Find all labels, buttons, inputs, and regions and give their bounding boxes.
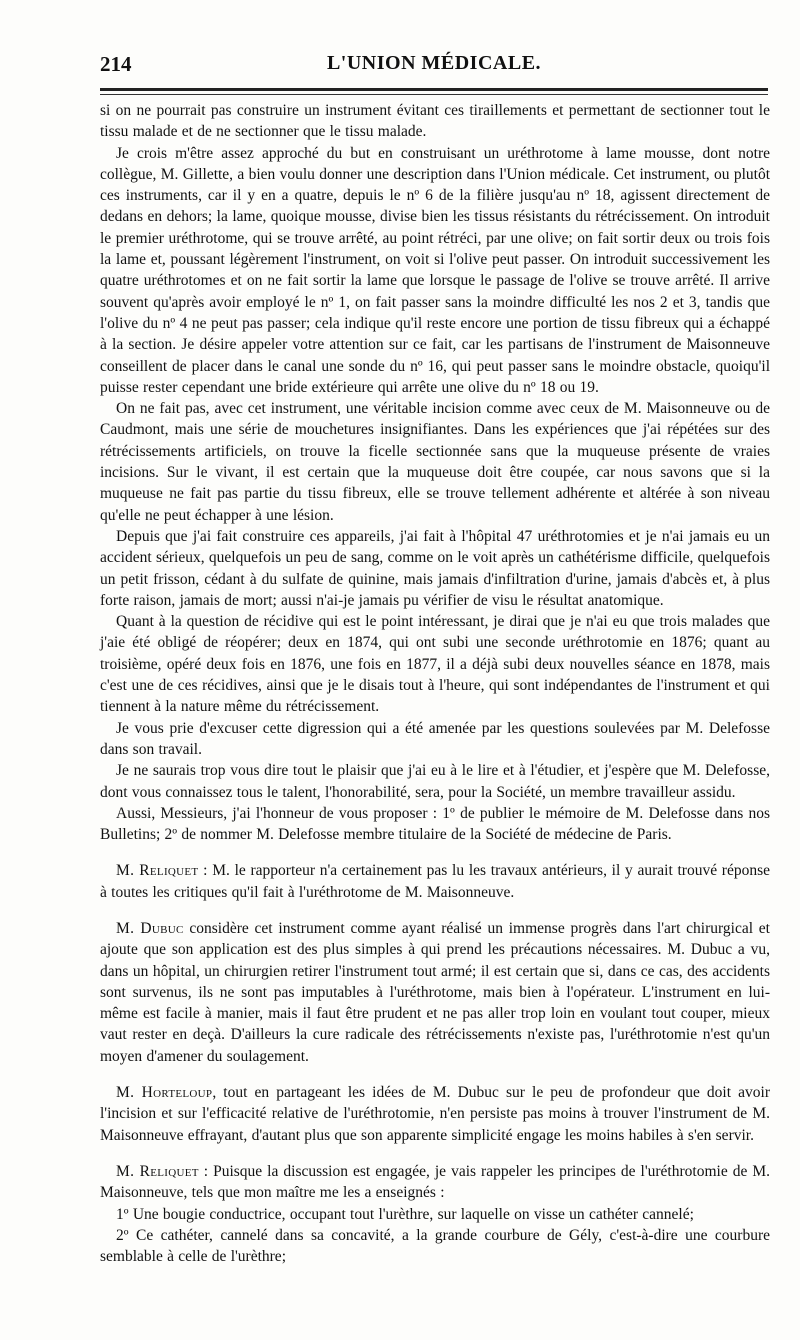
paragraph (100, 526, 770, 611)
paragraph (100, 143, 770, 399)
paragraph-text: : M. le rapporteur n'a certainement pas lu les travaux antérieurs, il y aurait trouvé réponse à toutes les critiques qu'il fait à l'uréthrotome de M. Maisonneuve. (100, 862, 771, 901)
paragraph (100, 718, 770, 761)
paragraph (100, 398, 770, 526)
paragraph (100, 1225, 770, 1268)
paragraph (100, 918, 770, 1067)
speaker-name: M. Reliquet (116, 1162, 199, 1180)
speaker-name: M. Horteloup (116, 1084, 213, 1102)
paragraph (100, 1161, 770, 1204)
paragraph-text: Je ne saurais trop vous dire tout le plaisir que j'ai eu à le lire et à l'étudier, et j'espère que M. Delefosse, dont vous connaissez tous le talent, l'honorabilité, sera, pour la Société, un membre travailleur assidu. (100, 762, 770, 801)
paragraph-text: , tout en partageant les idées de M. Dubuc sur le peu de profondeur que doit avoir l'incision et sur l'efficacité relative de l'uréthrotomie, n'en persiste pas moins à trouver l'instrument de M. Maisonneuve effrayant, d'autant plus que son apparente simplicité engage les moins habiles à s'en servir. (100, 1084, 770, 1144)
page-number: 214 (100, 52, 132, 76)
paragraph-text: si on ne pourrait pas construire un instrument évitant ces tiraillements et permettant de sectionner tout le tissu malade et de ne sectionner que le tissu malade. (100, 102, 770, 141)
paragraph-text: 2º Ce cathéter, cannelé dans sa concavité, a la grande courbure de Gély, c'est-à-dire une courbure semblable à celle de l'urèthre; (100, 1226, 770, 1266)
paragraph (100, 100, 770, 143)
running-title: L'UNION MÉDICALE. (326, 52, 542, 74)
paragraph-text: Je vous prie d'excuser cette digression qui a été amenée par les questions soulevées par M. Delefosse dans son travail. (100, 719, 770, 758)
page-header (100, 52, 768, 86)
paragraph-text: 1º Une bougie conductrice, occupant tout l'urèthre, sur laquelle on visse un cathéter cannelé; (116, 1205, 694, 1223)
speaker-name: M. Dubuc (116, 919, 184, 937)
paragraph (100, 1204, 770, 1225)
paragraph-text: Quant à la question de récidive qui est le point intéressant, je dirai que je n'ai eu que trois malades que j'aie été obligé de réopérer; deux en 1874, qui ont subi une seconde uréthrotomie en 1876; quant au troisième, opéré deux fois en 1876, une fois en 1877, il a déjà subi deux nouvelles séance en 1878, mais c'est une de ces récidives, ainsi que je le disais tout à l'heure, qui sont indépendantes de l'instrument et qui tiennent à la nature même du rétrécissement. (100, 613, 770, 716)
paragraph-text: Aussi, Messieurs, j'ai l'honneur de vous proposer : 1º de publier le mémoire de M. Delefosse dans nos Bulletins; 2º de nommer M. Delefosse membre titulaire de la Société de médecine de Paris. (100, 804, 770, 844)
paragraph-text: On ne fait pas, avec cet instrument, une véritable incision comme avec ceux de M. Maisonneuve ou de Caudmont, mais une série de mouchetures insignifiantes. Dans les expériences que j'ai répétées sur des rétrécissements artificiels, on trouve la ficelle sectionnée sans que la muqueuse présente de vraies incisions. Sur le vivant, il est certain que la muqueuse doit être coupée, car nous savons que si la muqueuse ne fait pas partie du tissu fibreux, elle se trouve tellement adhérente et altérée à son niveau qu'elle ne peut échapper à une lésion. (100, 400, 770, 524)
article-body (100, 100, 770, 1267)
paragraph-text: Je crois m'être assez approché du but en construisant un uréthrotome à lame mousse, dont notre collègue, M. Gillette, a bien voulu donner une description dans l'Union médicale. Cet instrument, ou plutôt ces instruments, car il y en a quatre, depuis le nº 6 de la filière jusqu'au nº 18, agissent directement de dedans en dehors; la lame, quoique mousse, divise bien les tissus résistants du rétrécissement. On introduit le premier uréthrotome, qui se trouve arrêté, au point rétréci, par une olive; on fait sortir deux ou trois fois la lame et, poussant légèrement l'instrument, on voit si l'olive peut passer. On introduit successivement les quatre uréthrotomes et on ne fait sortir la lame que lorsque le passage de l'olive se trouve arrêté. Il arrive souvent qu'après avoir employé le nº 1, on fait passer sans la moindre difficulté les nos 2 et 3, tandis que l'olive du nº 4 ne peut pas passer; cela indique qu'il reste encore une portion de tissu fibreux qui a échappé à la section. Je désire appeler votre attention sur ce fait, car les partisans de l'instrument de Maisonneuve conseillent de placer dans le canal une sonde du nº 16, qui peut passer sans le moindre obstacle, quoiqu'il puisse rester cependant une bride extérieure qui arrête une olive du nº 18 ou 19. (100, 144, 770, 396)
header-rule-thin (100, 94, 768, 95)
paragraph-text: considère cet instrument comme ayant réalisé un immense progrès dans l'art chirurgical et ajoute que son application est des plus simples à qui prend les précautions nécessaires. M. Dubuc a vu, dans un hôpital, un chirurgien retirer l'instrument tout armé; il est certain que si, dans ce cas, des accidents sont survenus, ils ne sont pas imputables à l'uréthrotome, mais bien à l'opérateur. L'instrument en lui-même est facile à manier, mais il faut être prudent et ne pas aller trop loin en voulant tout couper, mieux vaut rester en deçà. D'ailleurs la cure radicale des rétrécissements n'existe pas, l'uréthrotomie n'est qu'un moyen d'amener du soulagement. (100, 919, 770, 1065)
paragraph-text: : Puisque la discussion est engagée, je vais rappeler les principes de l'uréthrotomie de M. Maisonneuve, tels que mon maître me les a enseignés : (100, 1162, 771, 1202)
paragraph (100, 760, 770, 803)
paragraph (100, 803, 770, 846)
paragraph (100, 860, 770, 903)
header-rule-thick (100, 88, 768, 91)
paragraph (100, 1082, 770, 1146)
speaker-name: M. Reliquet (116, 862, 199, 880)
paragraph-text: Depuis que j'ai fait construire ces appareils, j'ai fait à l'hôpital 47 uréthrotomies et je n'ai jamais eu un accident sérieux, quelquefois un peu de sang, comme on le voit après un cathétérisme difficile, quelquefois un petit frisson, cédant à du sulfate de quinine, mais jamais d'infiltration d'urine, jamais d'abcès et, à plus forte raison, jamais de mort; aussi n'ai-je jamais pu vérifier de visu le résultat anatomique. (100, 527, 770, 609)
paragraph (100, 611, 770, 717)
